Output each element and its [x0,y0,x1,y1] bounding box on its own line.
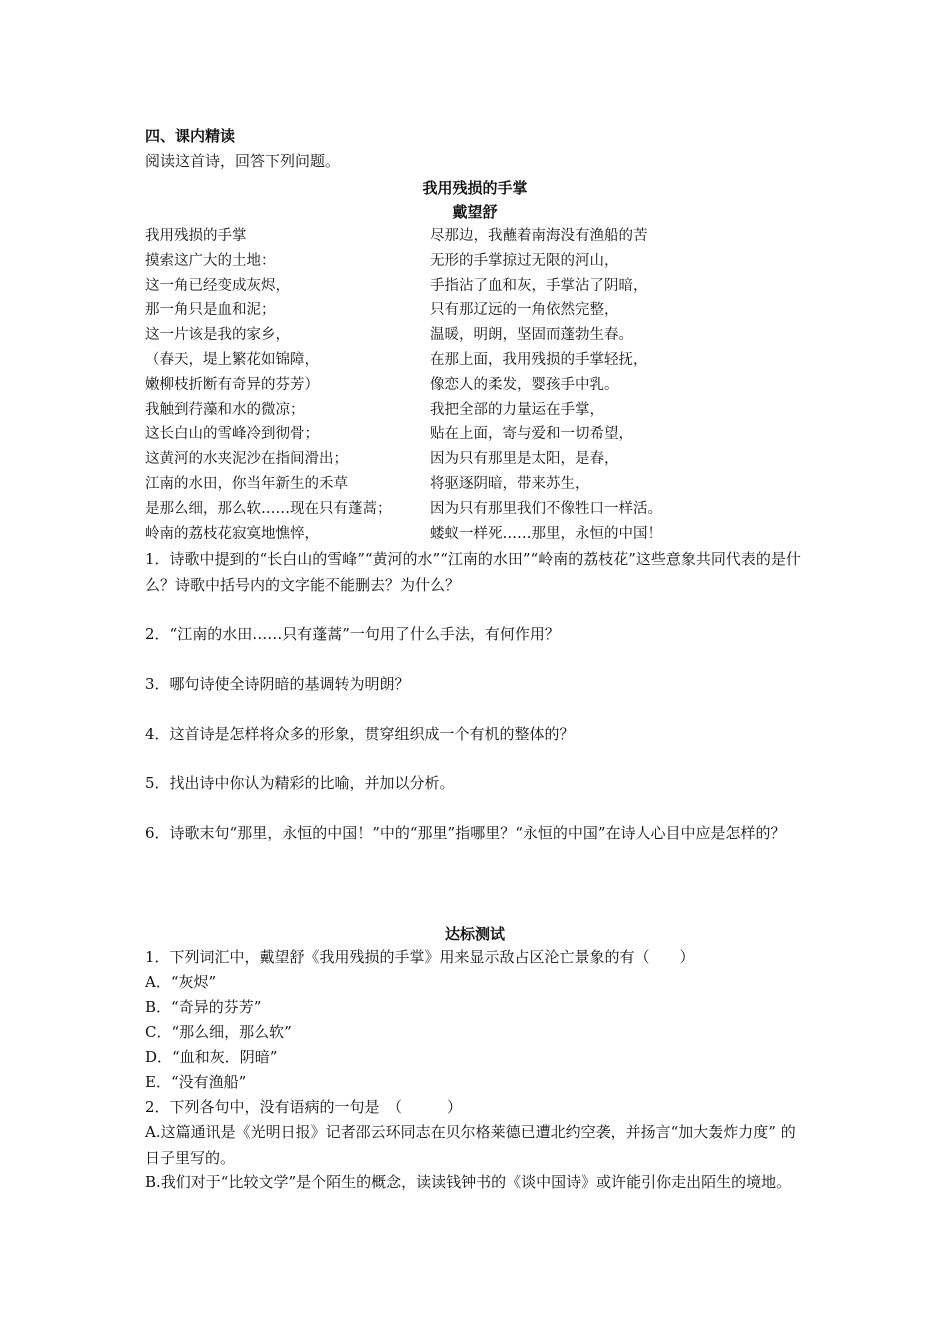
poem-line-right: 因为只有那里我们不像牲口一样活。 [430,500,662,517]
poem-line-left: 岭南的荔枝花寂寞地憔悴， [145,525,319,542]
poem-line-right: 尽那边，我蘸着南海没有渔船的苦 [430,228,648,244]
test-question-2: 2．下列各句中，没有语病的一句是 （ ） [145,1098,463,1116]
poem-line-right: 无形的手掌掠过无限的河山， [430,252,619,269]
question-3: 3．哪句诗使全诗阴暗的基调转为明朗？ [145,675,410,693]
test-q1-option-a: A．“灰烬” [145,973,217,991]
poem-line [145,274,825,299]
poem-line-right: 因为只有那里是太阳，是春， [430,451,619,468]
poem-line-right: 像恋人的柔发，婴孩手中乳。 [430,376,619,393]
poem-line [145,249,825,274]
poem-line-left: 那一角只是血和泥； [145,302,276,319]
test-q1-option-e: E．“没有渔船” [145,1073,247,1091]
poem-line [145,298,825,323]
poem-line-right: 手指沾了血和灰，手掌沾了阴暗， [430,277,648,294]
question-1: 1．诗歌中提到的“长白山的雪峰”“黄河的水”“江南的水田”“岭南的荔枝花”这些意象共同代表的是什么？诗歌中括号内的文字能不能删去？为什么？ [145,550,801,594]
poem-line [145,224,825,249]
question-4: 4．这首诗是怎样将众多的形象，贯穿组织成一个有机的整体的？ [145,725,575,743]
poem-line-right: 贴在上面，寄与爱和一切希望， [430,426,633,443]
test-q1-option-d: D．“血和灰．阴暗” [145,1048,278,1066]
test-q1-option-b: B．“奇异的芬芳” [145,998,262,1016]
poem-line [145,398,825,423]
test-q2-option-b: B.我们对于“比较文学”是个陌生的概念，读读钱钟书的《谈中国诗》或许能引你走出陌生的境地。 [145,1173,792,1191]
poem-line-right: 我把全部的力量运在手掌， [430,401,604,418]
poem-line [145,497,825,522]
question-6: 6．诗歌末句“那里，永恒的中国！”中的“那里”指哪里？“永恒的中国”在诗人心目中应是怎样的？ [145,824,786,842]
test-q2-option-a: A.这篇通讯是《光明日报》记者邵云环同志在贝尔格莱德已遭北约空袭，并扬言“加大轰炸力度” 的日子里写的。 [145,1123,796,1167]
test-q1-option-c: C．“那么细，那么软” [145,1023,292,1041]
poem-line-right: 将驱逐阴暗，带来苏生， [430,475,590,492]
poem-line-left: 江南的水田，你当年新生的禾草 [145,475,348,492]
poem-line-right: 蝼蚁一样死……那里，永恒的中国！ [430,525,662,542]
poem-line-left: 这长白山的雪峰冷到彻骨； [145,426,319,443]
poem-author: 戴望舒 [452,203,498,221]
poem-line [145,522,825,547]
poem-line [145,323,825,348]
section-heading: 四、课内精读 [145,127,236,145]
poem-line-left: 摸索这广大的土地： [145,252,276,269]
poem-line-left: 嫩柳枝折断有奇异的芬芳） [145,376,319,393]
poem-body [145,224,825,546]
instruction-text: 阅读这首诗，回答下列问题。 [145,152,341,170]
question-5: 5．找出诗中你认为精彩的比喻，并加以分析。 [145,774,455,792]
poem-line-left: 这一片该是我的家乡， [145,327,290,344]
poem-title: 我用残损的手掌 [422,179,528,197]
poem-line-left: 是那么细，那么软……现在只有蓬蒿； [145,500,392,517]
poem-line-left: 这一角已经变成灰烬， [145,277,290,294]
poem-line-left: 我触到荇藻和水的微凉； [145,401,305,418]
poem-line [145,348,825,373]
poem-line [145,373,825,398]
poem-line-left: 我用残损的手掌 [145,228,247,244]
poem-line-right: 在那上面，我用残损的手掌轻抚， [430,351,648,368]
poem-line [145,422,825,447]
poem-line-right: 只有那辽远的一角依然完整， [430,302,619,319]
poem-line-right: 温暖，明朗，坚固而蓬勃生春。 [430,327,633,344]
question-2: 2．“江南的水田……只有蓬蒿”一句用了什么手法，有何作用？ [145,625,560,643]
test-question-1: 1．下列词汇中，戴望舒《我用残损的手掌》用来显示敌占区沦亡景象的有（ ） [145,948,695,966]
poem-line-left: 这黄河的水夹泥沙在指间滑出； [145,451,348,468]
test-heading: 达标测试 [444,925,505,943]
poem-line [145,472,825,497]
poem-line [145,447,825,472]
poem-line-left: （春天，堤上繁花如锦障， [145,351,319,368]
